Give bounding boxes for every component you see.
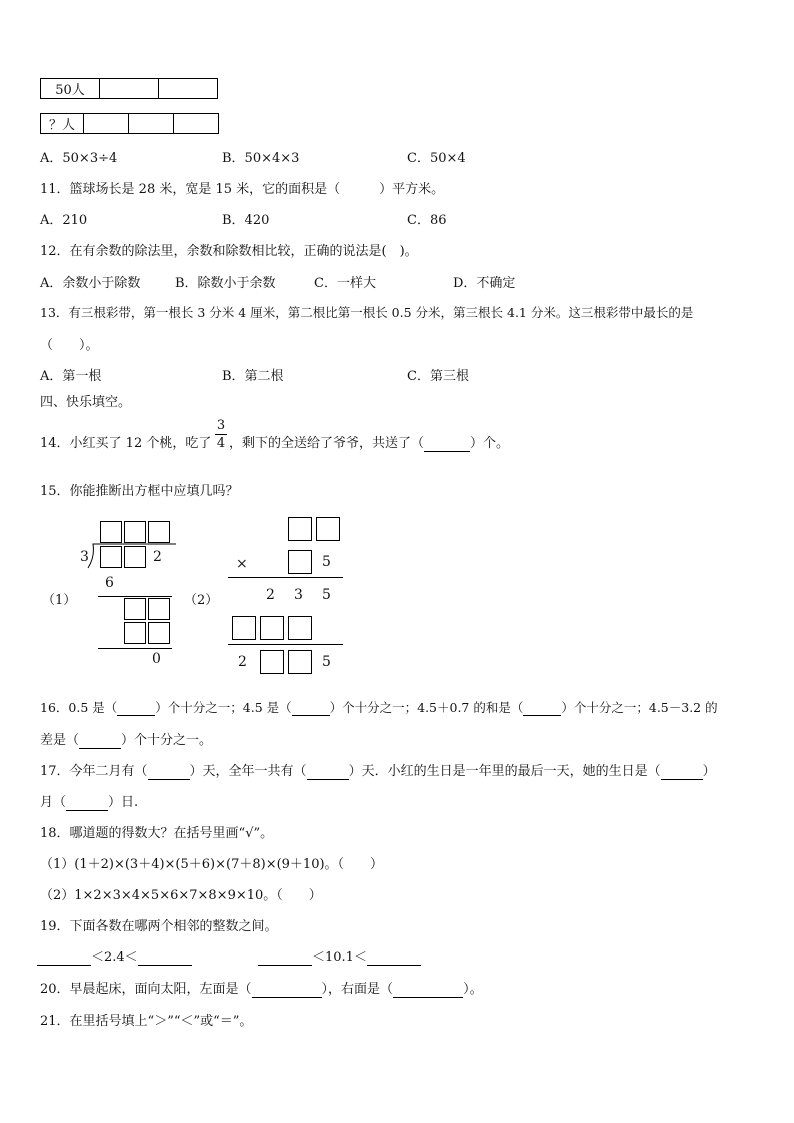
- q11-stem: 11．篮球场长是 28 米，宽是 15 米，它的面积是（ ）平方米。: [40, 182, 445, 197]
- q15-stem: 15．你能推断出方框中应填几吗？: [40, 484, 239, 499]
- q15-p2-m2-last: 5: [322, 554, 331, 570]
- blank-box[interactable]: [232, 616, 256, 640]
- bar-label-50: 50人: [41, 79, 100, 99]
- q11-option-c[interactable]: C．86: [407, 213, 447, 228]
- q13-option-a[interactable]: A．第一根: [40, 369, 102, 384]
- q15-p2-prod-digit: 5: [322, 587, 331, 603]
- bar-cell: [84, 114, 129, 134]
- answer-blank[interactable]: [148, 764, 190, 780]
- q12-option-b[interactable]: B．除数小于余数: [175, 276, 276, 291]
- answer-blank[interactable]: [258, 950, 312, 966]
- q10-option-c[interactable]: C．50×4: [407, 151, 466, 166]
- q17-text: 月（: [40, 795, 67, 810]
- q15-p2-prod-digit: 2: [266, 587, 275, 603]
- q17-text: ）: [702, 764, 716, 779]
- q17-line2: [40, 791, 138, 811]
- answer-blank[interactable]: [367, 950, 421, 966]
- blank-box[interactable]: [100, 521, 122, 543]
- q11-option-b[interactable]: B．420: [222, 213, 270, 228]
- q12-option-c[interactable]: C．一样大: [314, 276, 376, 291]
- q19-expr2: [258, 946, 421, 966]
- q12-option-a[interactable]: A．余数小于除数: [40, 276, 141, 291]
- q15-p1-dividend-last: 2: [153, 549, 162, 565]
- fraction-denominator: 4: [216, 436, 226, 451]
- q16-line2: [40, 729, 212, 749]
- q16-text: ）个十分之一；4.5 是（: [155, 700, 292, 715]
- blank-box[interactable]: [260, 616, 284, 640]
- q11-option-a[interactable]: A．210: [40, 213, 88, 228]
- q17-text: 17．今年二月有（: [40, 764, 148, 779]
- q15-p1-divisor: 3: [80, 549, 89, 565]
- q14-answer-blank[interactable]: [424, 436, 470, 452]
- bar-model-row1: [40, 78, 218, 99]
- q19-expr-text: ＜2.4＜: [91, 950, 138, 965]
- answer-blank[interactable]: [117, 700, 155, 716]
- answer-blank[interactable]: [37, 950, 91, 966]
- blank-box[interactable]: [124, 521, 146, 543]
- answer-blank[interactable]: [66, 795, 108, 811]
- q18-sub2: （2）1×2×3×4×5×6×7×8×9×10。（ ）: [40, 888, 322, 903]
- blank-box[interactable]: [148, 622, 170, 644]
- q12-option-d[interactable]: D．不确定: [453, 276, 516, 291]
- q20-text: ），右面是（: [321, 982, 394, 997]
- q10-option-b[interactable]: B．50×4×3: [222, 151, 300, 166]
- q21-stem: 21．在里括号填上“＞”“＜”或“＝”。: [40, 1014, 253, 1029]
- q17-text: ）日.: [108, 795, 139, 810]
- q16-text: 16．0.5 是（: [40, 700, 118, 715]
- times-sign: ×: [236, 556, 248, 572]
- q14-text-end: ）个。: [470, 436, 510, 451]
- bar-cell: [159, 79, 218, 99]
- blank-box[interactable]: [124, 598, 146, 620]
- answer-blank[interactable]: [661, 764, 703, 780]
- q18-stem: 18．哪道题的得数大？在括号里画“√”。: [40, 826, 274, 841]
- answer-blank[interactable]: [138, 950, 192, 966]
- blank-box[interactable]: [260, 650, 284, 674]
- q10-option-a[interactable]: A．50×3÷4: [40, 151, 118, 166]
- q17-line1: [40, 760, 716, 780]
- answer-blank[interactable]: [307, 764, 349, 780]
- section-heading: 四、快乐填空。: [40, 395, 132, 410]
- division-line: [98, 596, 172, 597]
- blank-box[interactable]: [288, 550, 312, 574]
- q16-text: ）个十分之一。: [121, 733, 213, 748]
- answer-blank[interactable]: [79, 733, 121, 749]
- bar-cell: [100, 79, 159, 99]
- answer-blank[interactable]: [523, 700, 561, 716]
- q20-text: ）。: [463, 982, 483, 997]
- q17-text: ）天．小红的生日是一年里的最后一天，她的生日是（: [348, 764, 661, 779]
- blank-box[interactable]: [148, 521, 170, 543]
- blank-box[interactable]: [288, 517, 312, 541]
- bar-label-unknown: ？人: [41, 114, 84, 134]
- q19-expr-text: ＜10.1＜: [312, 950, 367, 965]
- multiply-line: [228, 644, 343, 645]
- bar-cell: [129, 114, 174, 134]
- q20-line: [40, 978, 483, 998]
- q16-line1: [40, 698, 718, 716]
- blank-box[interactable]: [316, 517, 340, 541]
- q15-p1-label: （1）: [42, 593, 77, 608]
- q14-text-after-part: ，剩下的全送给了爷爷，共送了（: [229, 436, 425, 451]
- answer-blank[interactable]: [292, 700, 330, 716]
- blank-box[interactable]: [124, 622, 146, 644]
- q15-p2-label: （2）: [184, 593, 219, 608]
- q13-option-b[interactable]: B．第二根: [222, 369, 284, 384]
- q19-expr1: [37, 946, 192, 966]
- q15-p2-prod-digit: 3: [294, 587, 303, 603]
- q15-p2-total-first: 2: [238, 654, 247, 670]
- q14-fraction: [215, 418, 227, 451]
- q15-p2-total-last: 5: [322, 654, 331, 670]
- q12-stem: 12．在有余数的除法里，余数和除数相比较，正确的说法是( )。: [40, 244, 418, 259]
- q13-stem-line1: 13．有三根彩带，第一根长 3 分米 4 厘米，第二根比第一根长 0.5 分米，第三根长 4.1 分米。这三根彩带中最长的是: [40, 305, 694, 320]
- bar-cell: [174, 114, 219, 134]
- blank-box[interactable]: [288, 650, 312, 674]
- answer-blank[interactable]: [393, 982, 463, 998]
- answer-blank[interactable]: [252, 982, 322, 998]
- q13-stem-line2: （ ）。: [40, 338, 99, 353]
- bar-model-row2: [40, 113, 219, 134]
- q19-stem: 19．下面各数在哪两个相邻的整数之间。: [40, 919, 278, 934]
- q15-p1-remainder: 0: [152, 651, 161, 667]
- q16-text: 差是（: [40, 733, 80, 748]
- q16-text: ）个十分之一；4.5＋0.7 的和是（: [329, 700, 524, 715]
- q15-p1-sub1: 6: [105, 575, 114, 591]
- fraction-numerator: 3: [216, 418, 226, 433]
- q17-text: ）天，全年一共有（: [189, 764, 307, 779]
- q13-option-c[interactable]: C．第三根: [407, 369, 469, 384]
- q20-text: 20．早晨起床，面向太阳，左面是（: [40, 982, 252, 997]
- division-line: [98, 648, 172, 649]
- blank-box[interactable]: [288, 616, 312, 640]
- blank-box[interactable]: [148, 598, 170, 620]
- multiply-line: [228, 577, 343, 578]
- fraction-bar: [215, 434, 227, 435]
- q14-text-after: [229, 432, 509, 452]
- blank-box[interactable]: [124, 546, 146, 568]
- blank-box[interactable]: [100, 546, 122, 568]
- q14-text-before: 14．小红买了 12 个桃，吃了: [40, 436, 212, 451]
- q16-text: ）个十分之一；4.5－3.2 的: [561, 700, 718, 715]
- q18-sub1: （1）(1＋2)×(3＋4)×(5＋6)×(7＋8)×(9＋10)。（ ）: [40, 857, 384, 872]
